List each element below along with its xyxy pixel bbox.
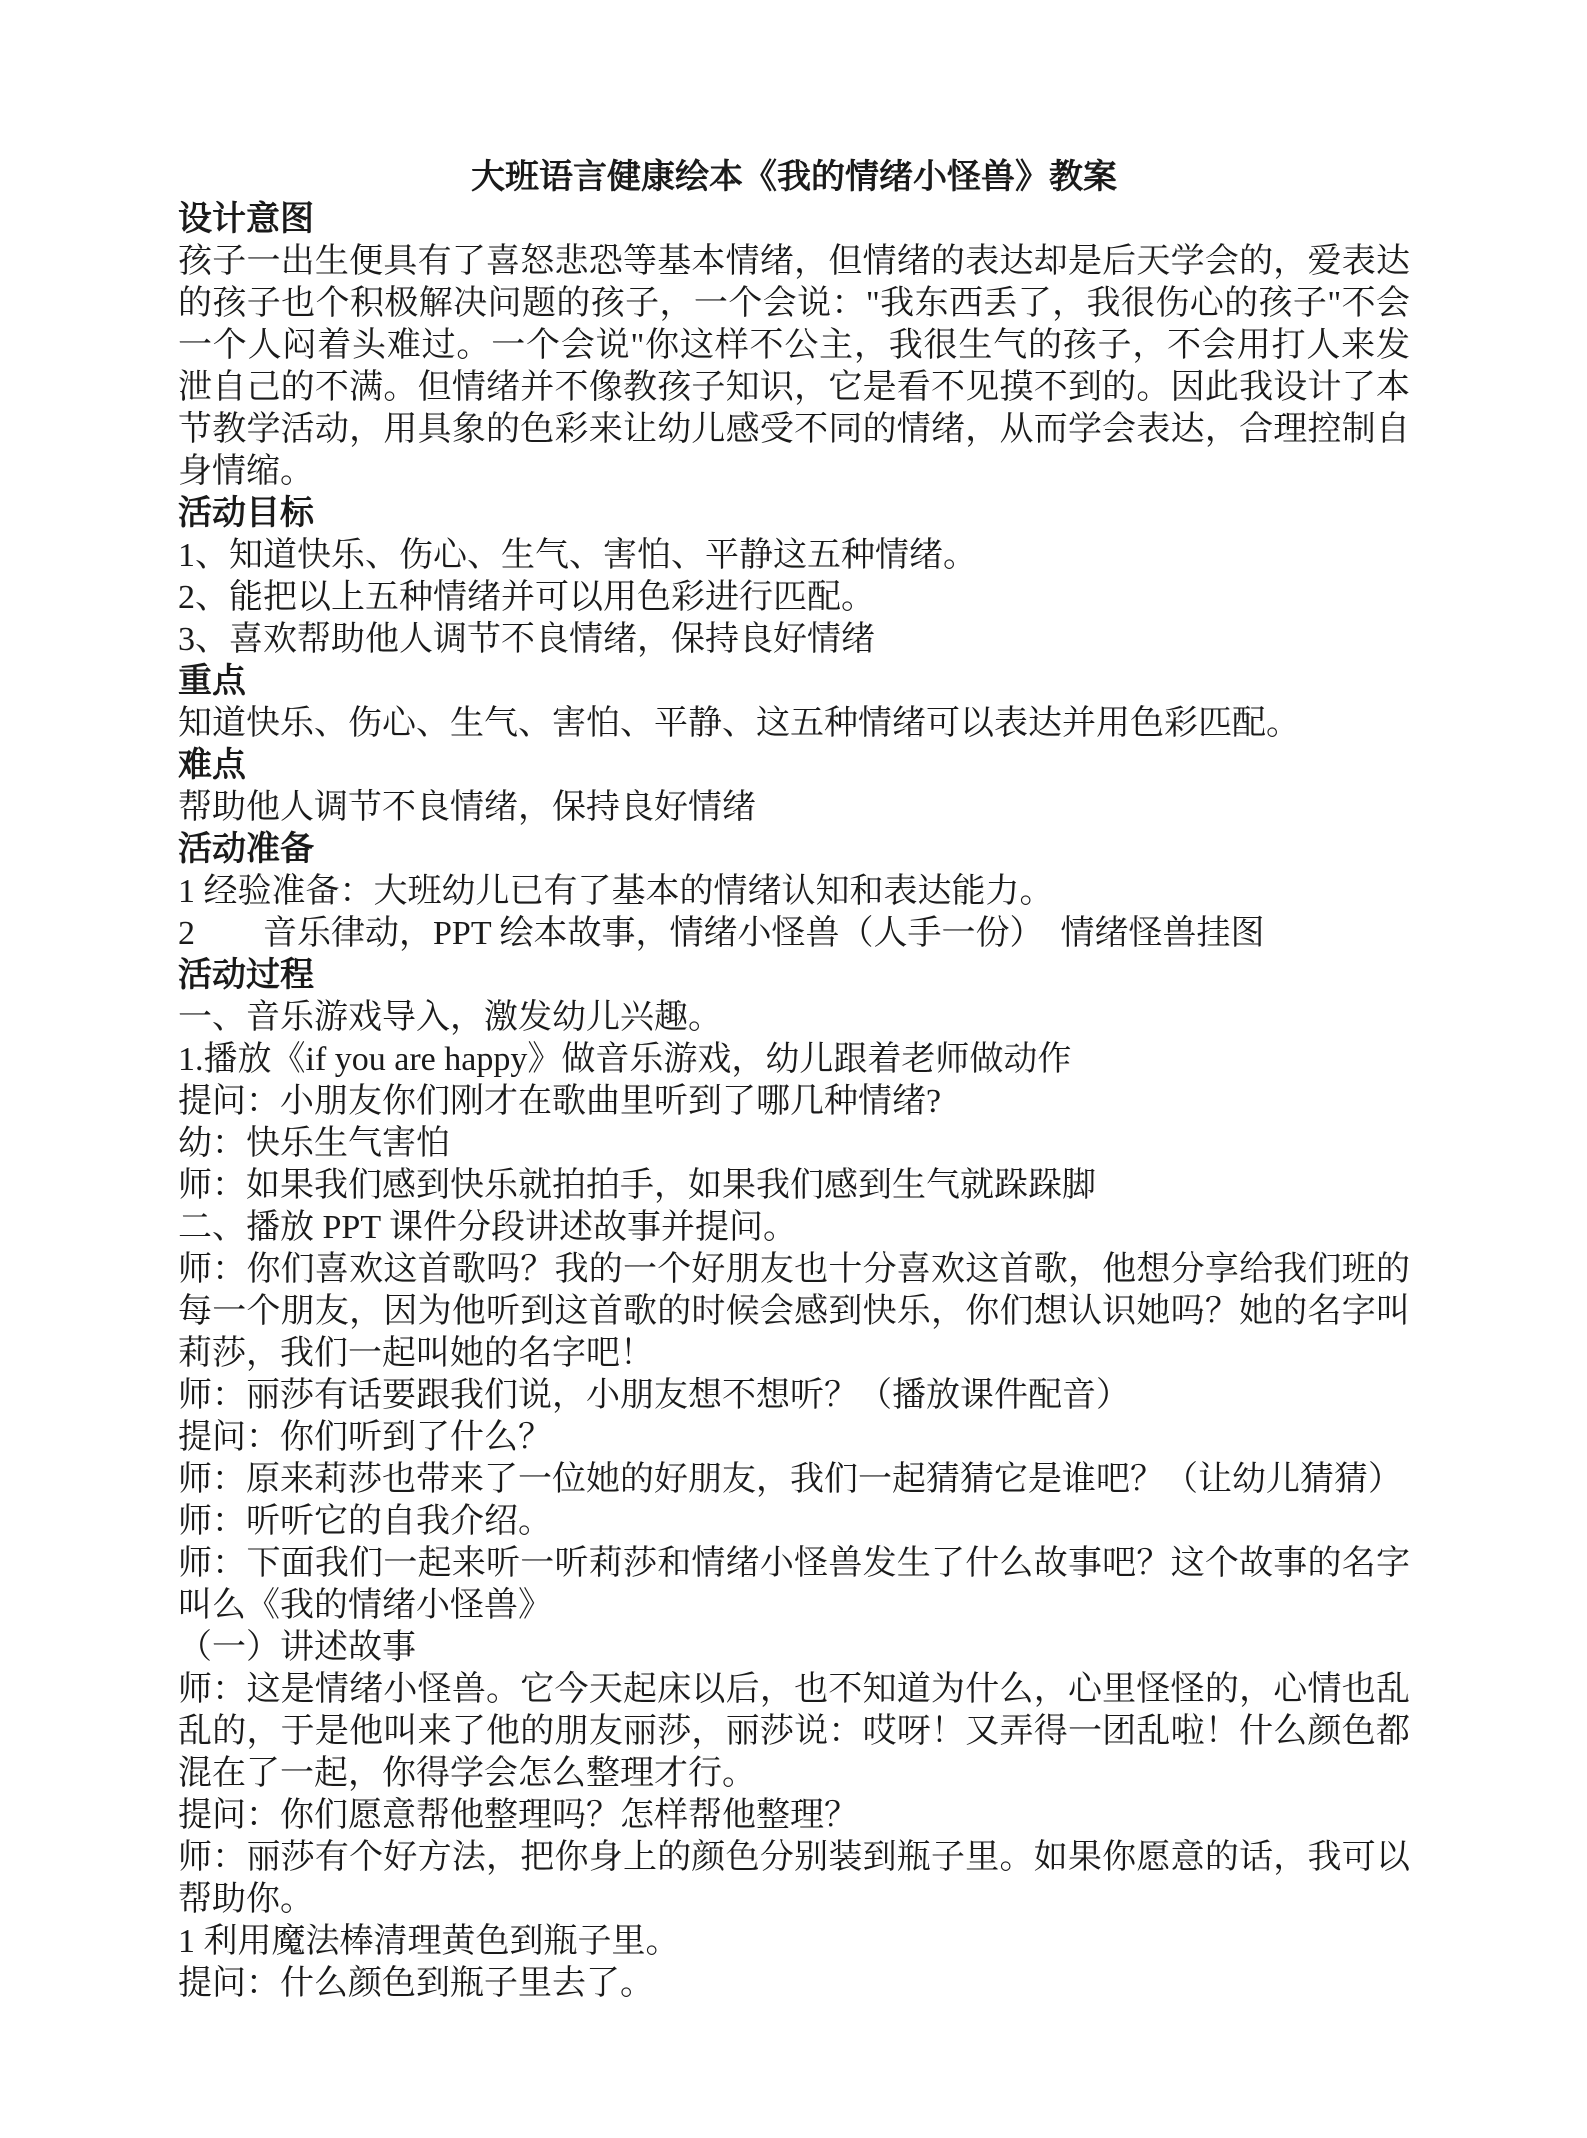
goal-item-1: 1、知道快乐、伤心、生气、害怕、平静这五种情绪。 (178, 537, 977, 574)
teacher-line-3: 师：丽莎有话要跟我们说，小朋友想不想听？（播放课件配音） (178, 1377, 1130, 1414)
story-action-1: 1 利用魔法棒清理黄色到瓶子里。 (178, 1923, 680, 1960)
teacher-line-4: 师：原来莉莎也带来了一位她的好朋友，我们一起猜猜它是谁吧？（让幼儿猜猜） (178, 1461, 1402, 1498)
para-difficult-point: 帮助他人调节不良情绪，保持良好情绪 (178, 789, 756, 826)
para-key-point: 知道快乐、伤心、生气、害怕、平静、这五种情绪可以表达并用色彩匹配。 (178, 705, 1300, 742)
process-question-4: 提问：什么颜色到瓶子里去了。 (178, 1965, 654, 2002)
prep-item-2: 2 音乐律动，PPT 绘本故事，情绪小怪兽（人手一份） 情绪怪兽挂图 (178, 915, 1265, 952)
document-title: 大班语言健康绘本《我的情绪小怪兽》教案 (471, 159, 1117, 196)
process-step-2-title: 二、播放 PPT 课件分段讲述故事并提问。 (178, 1209, 797, 1246)
heading-key-point: 重点 (178, 663, 246, 700)
process-question-3: 提问：你们愿意帮他整理吗？怎样帮他整理？ (178, 1797, 858, 1834)
process-step-1-play: 1.播放《if you are happy》做音乐游戏，幼儿跟着老师做动作 (178, 1041, 1072, 1078)
heading-activity-goals: 活动目标 (178, 495, 314, 532)
teacher-line-6: 师：下面我们一起来听一听莉莎和情绪小怪兽发生了什么故事吧？这个故事的名字叫么《我的情绪小怪兽》 (178, 1545, 1410, 1624)
teacher-story-1: 师：这是情绪小怪兽。它今天起床以后，也不知道为什么，心里怪怪的，心情也乱乱的，于是他叫来了他的朋友丽莎，丽莎说：哎呀！又弄得一团乱啦！什么颜色都混在了一起，你得学会怎么整理才行。 (178, 1671, 1410, 1792)
process-step-1-title: 一、音乐游戏导入，激发幼儿兴趣。 (178, 999, 722, 1036)
teacher-line-5: 师：听听它的自我介绍。 (178, 1503, 552, 1540)
heading-design-intent: 设计意图 (178, 201, 314, 238)
subsection-1-title: （一）讲述故事 (178, 1629, 416, 1666)
teacher-line-2: 师：你们喜欢这首歌吗？我的一个好朋友也十分喜欢这首歌，他想分享给我们班的每一个朋友，因为他听到这首歌的时候会感到快乐，你们想认识她吗？她的名字叫莉莎，我们一起叫她的名字吧！ (178, 1251, 1410, 1372)
heading-activity-preparation: 活动准备 (178, 831, 314, 868)
goal-item-3: 3、喜欢帮助他人调节不良情绪，保持良好情绪 (178, 621, 875, 658)
heading-difficult-point: 难点 (178, 747, 246, 784)
prep-item-1: 1 经验准备：大班幼儿已有了基本的情绪认知和表达能力。 (178, 873, 1054, 910)
goal-item-2: 2、能把以上五种情绪并可以用色彩进行匹配。 (178, 579, 875, 616)
teacher-line-7: 师：丽莎有个好方法，把你身上的颜色分别装到瓶子里。如果你愿意的话，我可以帮助你。 (178, 1839, 1410, 1918)
process-question-1: 提问：小朋友你们刚才在歌曲里听到了哪几种情绪? (178, 1083, 942, 1120)
process-question-2: 提问：你们听到了什么？ (178, 1419, 552, 1456)
teacher-line-1: 师：如果我们感到快乐就拍拍手，如果我们感到生气就跺跺脚 (178, 1167, 1096, 1204)
child-answer: 幼：快乐生气害怕 (178, 1125, 450, 1162)
para-design-intent: 孩子一出生便具有了喜怒悲恐等基本情绪，但情绪的表达却是后天学会的，爱表达的孩子也个积极解决问题的孩子，一个会说："我东西丢了，我很伤心的孩子"不会一个人闷着头难过。一个会说"你这样不公主，我很生气的孩子，不会用打人来发泄自己的不满。但情绪并不像教孩子知识，它是看不见摸不到的。因此我设计了本节教学活动，用具象的色彩来让幼儿感受不同的情绪，从而学会表达，合理控制自身情缩。 (178, 243, 1410, 490)
heading-activity-process: 活动过程 (178, 957, 314, 994)
document-content (178, 157, 1410, 2005)
